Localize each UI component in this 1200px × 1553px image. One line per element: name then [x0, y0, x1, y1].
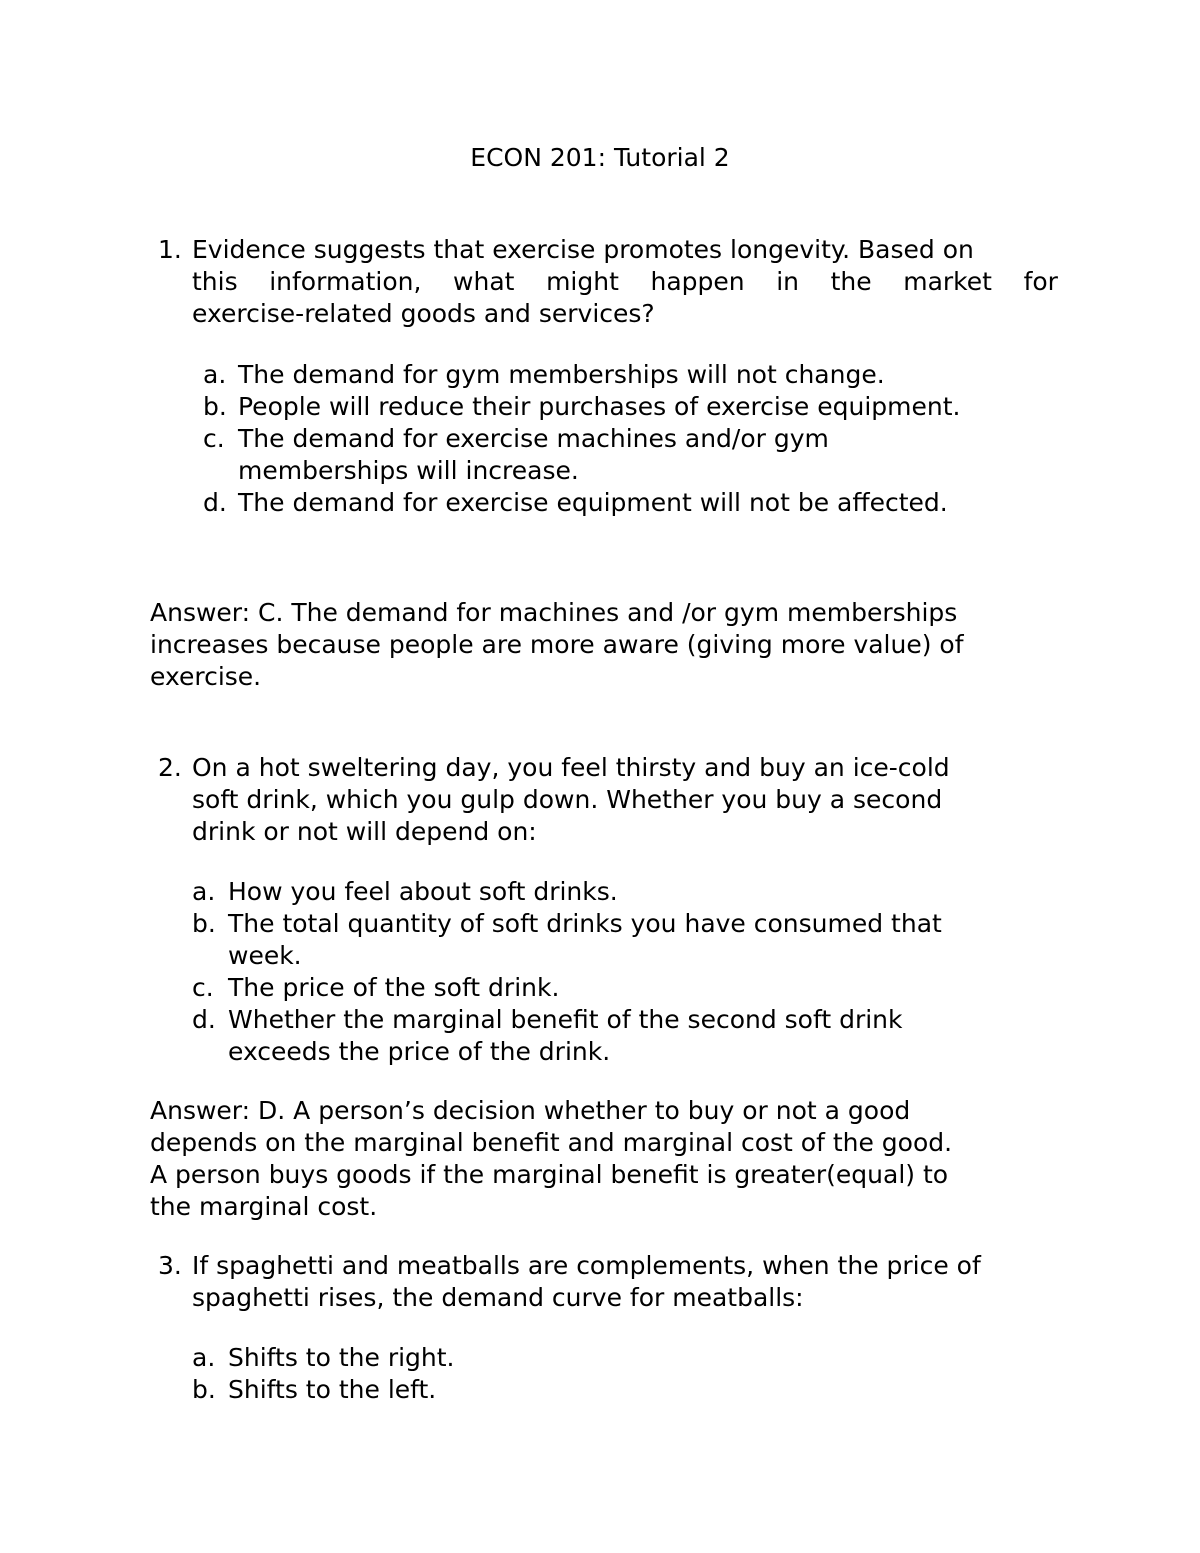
option-text: People will reduce their purchases of exercise equipment. — [238, 392, 961, 421]
answer-line: increases because people are more aware (giving more value) of — [150, 630, 964, 659]
option-letter: a. — [192, 877, 216, 906]
answer-line: Answer: D. A person’s decision whether to buy or not a good — [150, 1096, 911, 1125]
option-text: memberships will increase. — [238, 456, 579, 485]
option-letter: b. — [203, 392, 227, 421]
option-letter: b. — [192, 1375, 216, 1404]
answer-line: the marginal cost. — [150, 1192, 378, 1221]
option-letter: c. — [203, 424, 225, 453]
answer-line: exercise. — [150, 662, 262, 691]
word: happen — [650, 267, 745, 296]
question-text-line: If spaghetti and meatballs are complements, when the price of — [192, 1251, 981, 1280]
question-number: 1. — [158, 235, 182, 264]
option-letter: d. — [203, 488, 227, 517]
word: might — [546, 267, 619, 296]
answer-line: Answer: C. The demand for machines and /or gym memberships — [150, 598, 958, 627]
option-text: Shifts to the left. — [228, 1375, 437, 1404]
option-text: exceeds the price of the drink. — [228, 1037, 611, 1066]
option-text: The demand for gym memberships will not change. — [238, 360, 885, 389]
option-text: The demand for exercise equipment will not be affected. — [238, 488, 948, 517]
question-text-line: On a hot sweltering day, you feel thirsty and buy an ice-cold — [192, 753, 950, 782]
question-text-line: exercise-related goods and services? — [192, 299, 655, 328]
answer-line: A person buys goods if the marginal benefit is greater(equal) to — [150, 1160, 949, 1189]
question-number: 2. — [158, 753, 182, 782]
question-text-line-justified — [192, 266, 1058, 298]
question-text-line: spaghetti rises, the demand curve for meatballs: — [192, 1283, 804, 1312]
word: the — [830, 267, 872, 296]
word: for — [1023, 267, 1058, 296]
word: this — [192, 267, 238, 296]
page-title: ECON 201: Tutorial 2 — [470, 143, 730, 172]
option-letter: c. — [192, 973, 214, 1002]
word: market — [903, 267, 992, 296]
option-text: The price of the soft drink. — [228, 973, 560, 1002]
answer-line: depends on the marginal benefit and marginal cost of the good. — [150, 1128, 953, 1157]
word: information, — [269, 267, 422, 296]
question-text-line: drink or not will depend on: — [192, 817, 537, 846]
option-text: Shifts to the right. — [228, 1343, 455, 1372]
option-text: How you feel about soft drinks. — [228, 877, 618, 906]
option-text: week. — [228, 941, 302, 970]
question-text-line: Evidence suggests that exercise promotes longevity. Based on — [192, 235, 974, 264]
question-text-line: soft drink, which you gulp down. Whether you buy a second — [192, 785, 943, 814]
option-letter: b. — [192, 909, 216, 938]
word: in — [776, 267, 800, 296]
word: what — [453, 267, 515, 296]
option-text: The total quantity of soft drinks you have consumed that — [228, 909, 942, 938]
option-letter: d. — [192, 1005, 216, 1034]
option-text: Whether the marginal benefit of the second soft drink — [228, 1005, 903, 1034]
option-letter: a. — [192, 1343, 216, 1372]
question-number: 3. — [158, 1251, 182, 1280]
option-letter: a. — [203, 360, 227, 389]
option-text: The demand for exercise machines and/or gym — [238, 424, 829, 453]
